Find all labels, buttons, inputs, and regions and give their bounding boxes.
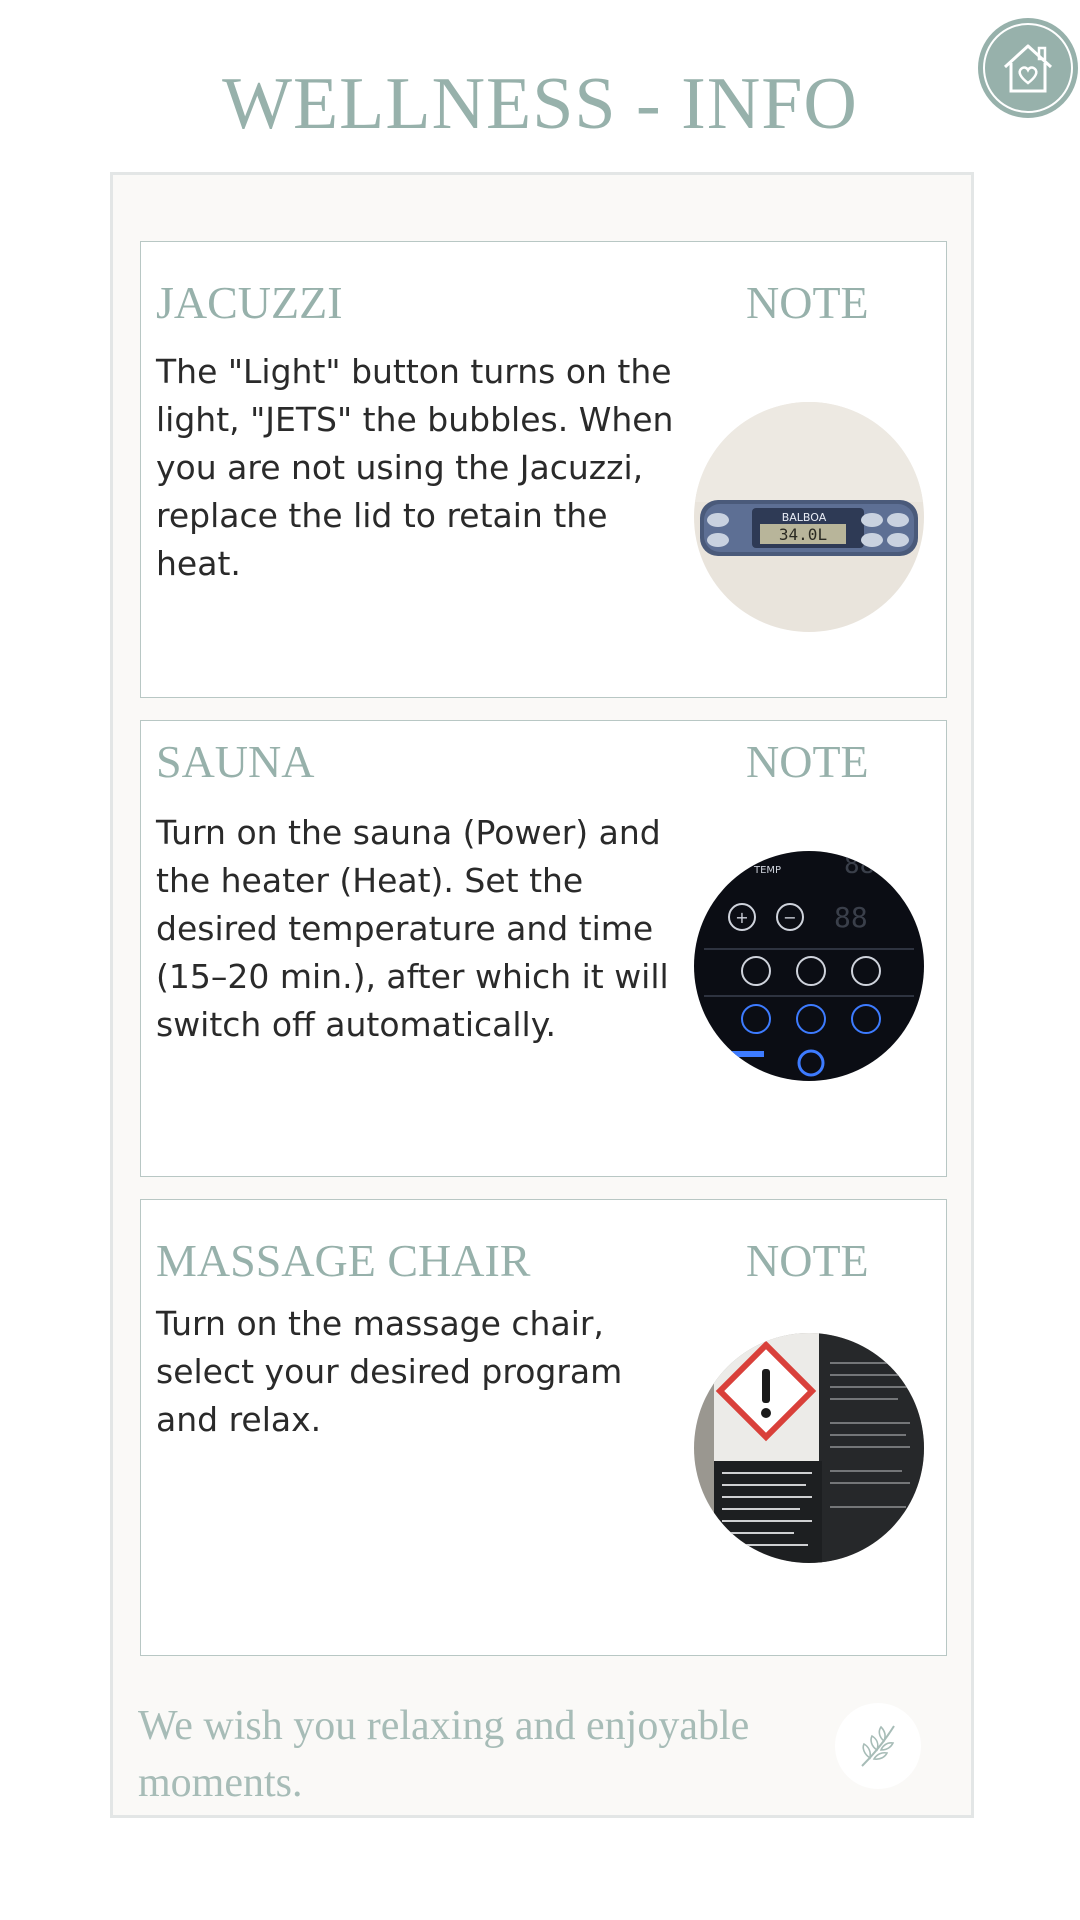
house-heart-icon xyxy=(997,37,1059,99)
card-massage-chair xyxy=(140,1199,947,1656)
leaf-sprig-icon xyxy=(848,1716,908,1776)
wellness-panel xyxy=(110,172,974,1818)
card-text: Turn on the sauna (Power) and the heater (Heat). Set the desired temperature and time (15–20 min.), after which it will switch off automatically. xyxy=(156,813,669,1044)
card-text: Turn on the massage chair, select your desired program and relax. xyxy=(156,1304,623,1439)
svg-text:88: 88 xyxy=(834,901,868,934)
card-text: The "Light" button turns on the light, "JETS" the bubbles. When you are not using the Jacuzzi, replace the lid to retain the heat. xyxy=(156,352,674,583)
jacuzzi-control-panel-image xyxy=(694,402,924,632)
sauna-control-panel-image xyxy=(694,851,924,1081)
massage-chair-warning-image xyxy=(694,1333,924,1563)
card-sauna xyxy=(140,720,947,1177)
leaf-badge xyxy=(835,1703,921,1789)
svg-text:34.0L: 34.0L xyxy=(778,525,828,544)
svg-text:+: + xyxy=(735,908,749,927)
svg-text:−: − xyxy=(783,908,797,927)
home-button[interactable] xyxy=(978,18,1078,118)
card-title: MASSAGE CHAIR xyxy=(156,1235,531,1286)
page-title: WELLNESS - INFO xyxy=(222,63,858,145)
card-jacuzzi xyxy=(140,241,947,698)
card-note-label: NOTE xyxy=(746,736,869,787)
card-note-label: NOTE xyxy=(746,1235,869,1286)
farewell-message: We wish you relaxing and enjoyable moments. xyxy=(138,1703,750,1806)
card-title: SAUNA xyxy=(156,736,315,787)
card-note-label: NOTE xyxy=(746,277,869,328)
svg-text:BALBOA: BALBOA xyxy=(781,511,827,524)
card-title: JACUZZI xyxy=(156,277,343,328)
svg-text:TEMP: TEMP xyxy=(754,865,782,876)
svg-text:88: 88 xyxy=(844,851,876,880)
